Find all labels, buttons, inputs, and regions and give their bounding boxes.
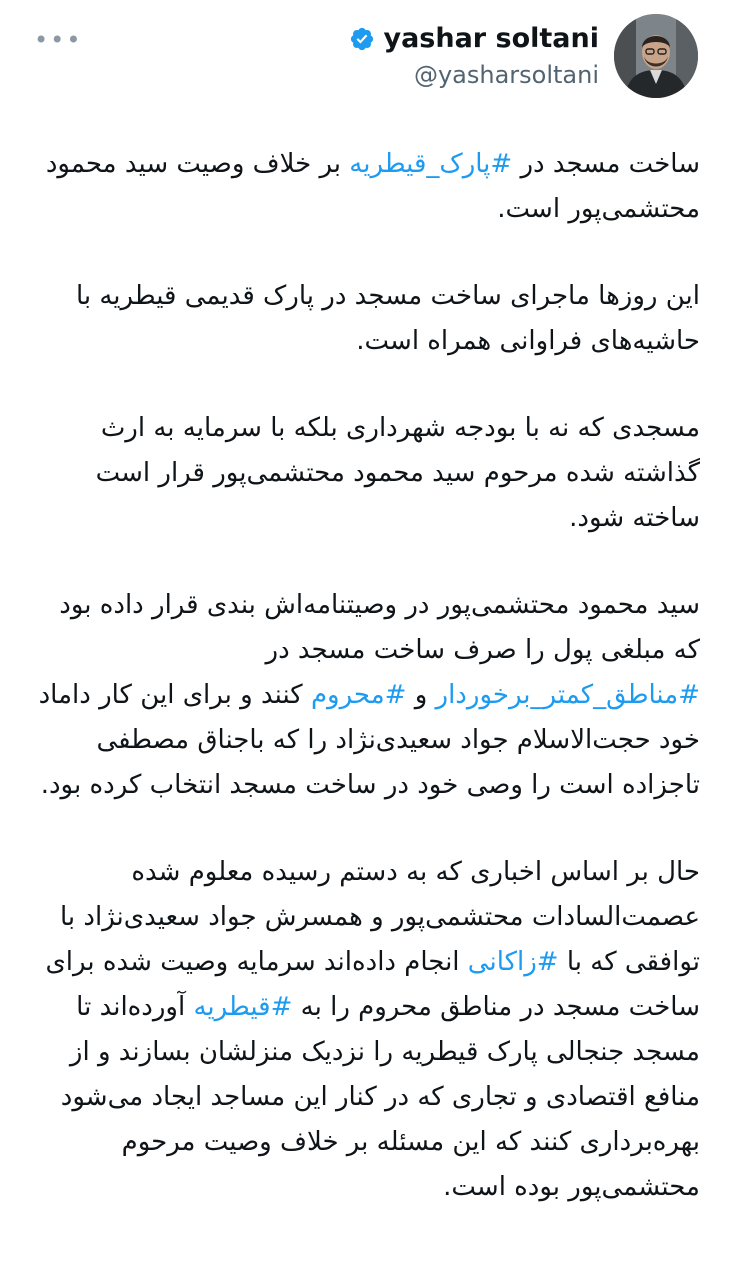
tweet-paragraph-4	[28, 583, 700, 808]
tweet-paragraph-3	[28, 406, 700, 541]
text-segment: کنند و برای این کار داماد خود حجت‌الاسلام جواد سعیدی‌نژاد را که باجناق مصطفی تاجزاده است را وصی خود در ساخت مسجد انتخاب کرده بود.	[38, 680, 700, 800]
hashtag-zakani[interactable]: #زاکانی	[467, 947, 559, 977]
hashtag-deprived[interactable]: #محروم	[310, 680, 407, 710]
avatar[interactable]	[614, 14, 698, 98]
display-name-row	[349, 22, 599, 56]
tweet-paragraph-5	[28, 850, 700, 1210]
verified-badge-icon	[349, 26, 375, 52]
user-names	[349, 22, 599, 92]
text-segment: بر خلاف وصیت سید محمود محتشمی‌پور است.	[45, 149, 700, 224]
tweet-paragraph-1	[28, 142, 700, 232]
text-segment: آورده‌اند تا مسجد جنجالی پارک قیطریه را نزدیک منزلشان بسازند و از منافع اقتصادی و تجاری که در کنار این مساجد ایجاد می‌شود بهره‌برداری کنند که این مسئله بر خلاف وصیت مرحوم محتشمی‌پور بوده است.	[60, 992, 700, 1202]
text-segment: ساخت مسجد در	[512, 149, 700, 179]
profile-photo-icon	[614, 14, 698, 98]
user-handle[interactable]: @yasharsoltani	[413, 61, 599, 89]
text-segment: مسجدی که نه با بودجه شهرداری بلکه با سرمایه به ارث گذاشته شده مرحوم سید محمود محتشمی‌پور قرار است ساخته شود.	[95, 413, 700, 533]
tweet-header	[0, 14, 733, 104]
hashtag-less-privileged-areas[interactable]: #مناطق_کمتر_برخوردار	[435, 680, 700, 710]
text-segment: سید محمود محتشمی‌پور در وصیتنامه‌اش بندی قرار داده بود که مبلغی پول را صرف ساخت مسجد در	[59, 590, 700, 665]
text-segment: حال بر اساس اخباری که به دستم رسیده معلوم شده عصمت‌السادات محتشمی‌پور و همسرش جواد سعیدی‌نژاد با توافقی که با	[59, 857, 700, 977]
text-segment: این روزها ماجرای ساخت مسجد در پارک قدیمی قیطریه با حاشیه‌های فراوانی همراه است.	[75, 281, 700, 356]
text-segment: و	[406, 680, 436, 710]
text-segment: انجام داده‌اند سرمایه وصیت شده برای ساخت مسجد در مناطق محروم را به	[45, 947, 700, 1022]
more-options-icon[interactable]: •••	[34, 26, 83, 54]
tweet-text	[28, 142, 700, 1252]
display-name[interactable]: yashar soltani	[383, 23, 599, 54]
hashtag-park-gheytarieh[interactable]: #پارک_قیطریه	[349, 149, 513, 179]
hashtag-gheytarieh[interactable]: #قیطریه	[193, 992, 293, 1022]
tweet-paragraph-2	[28, 274, 700, 364]
